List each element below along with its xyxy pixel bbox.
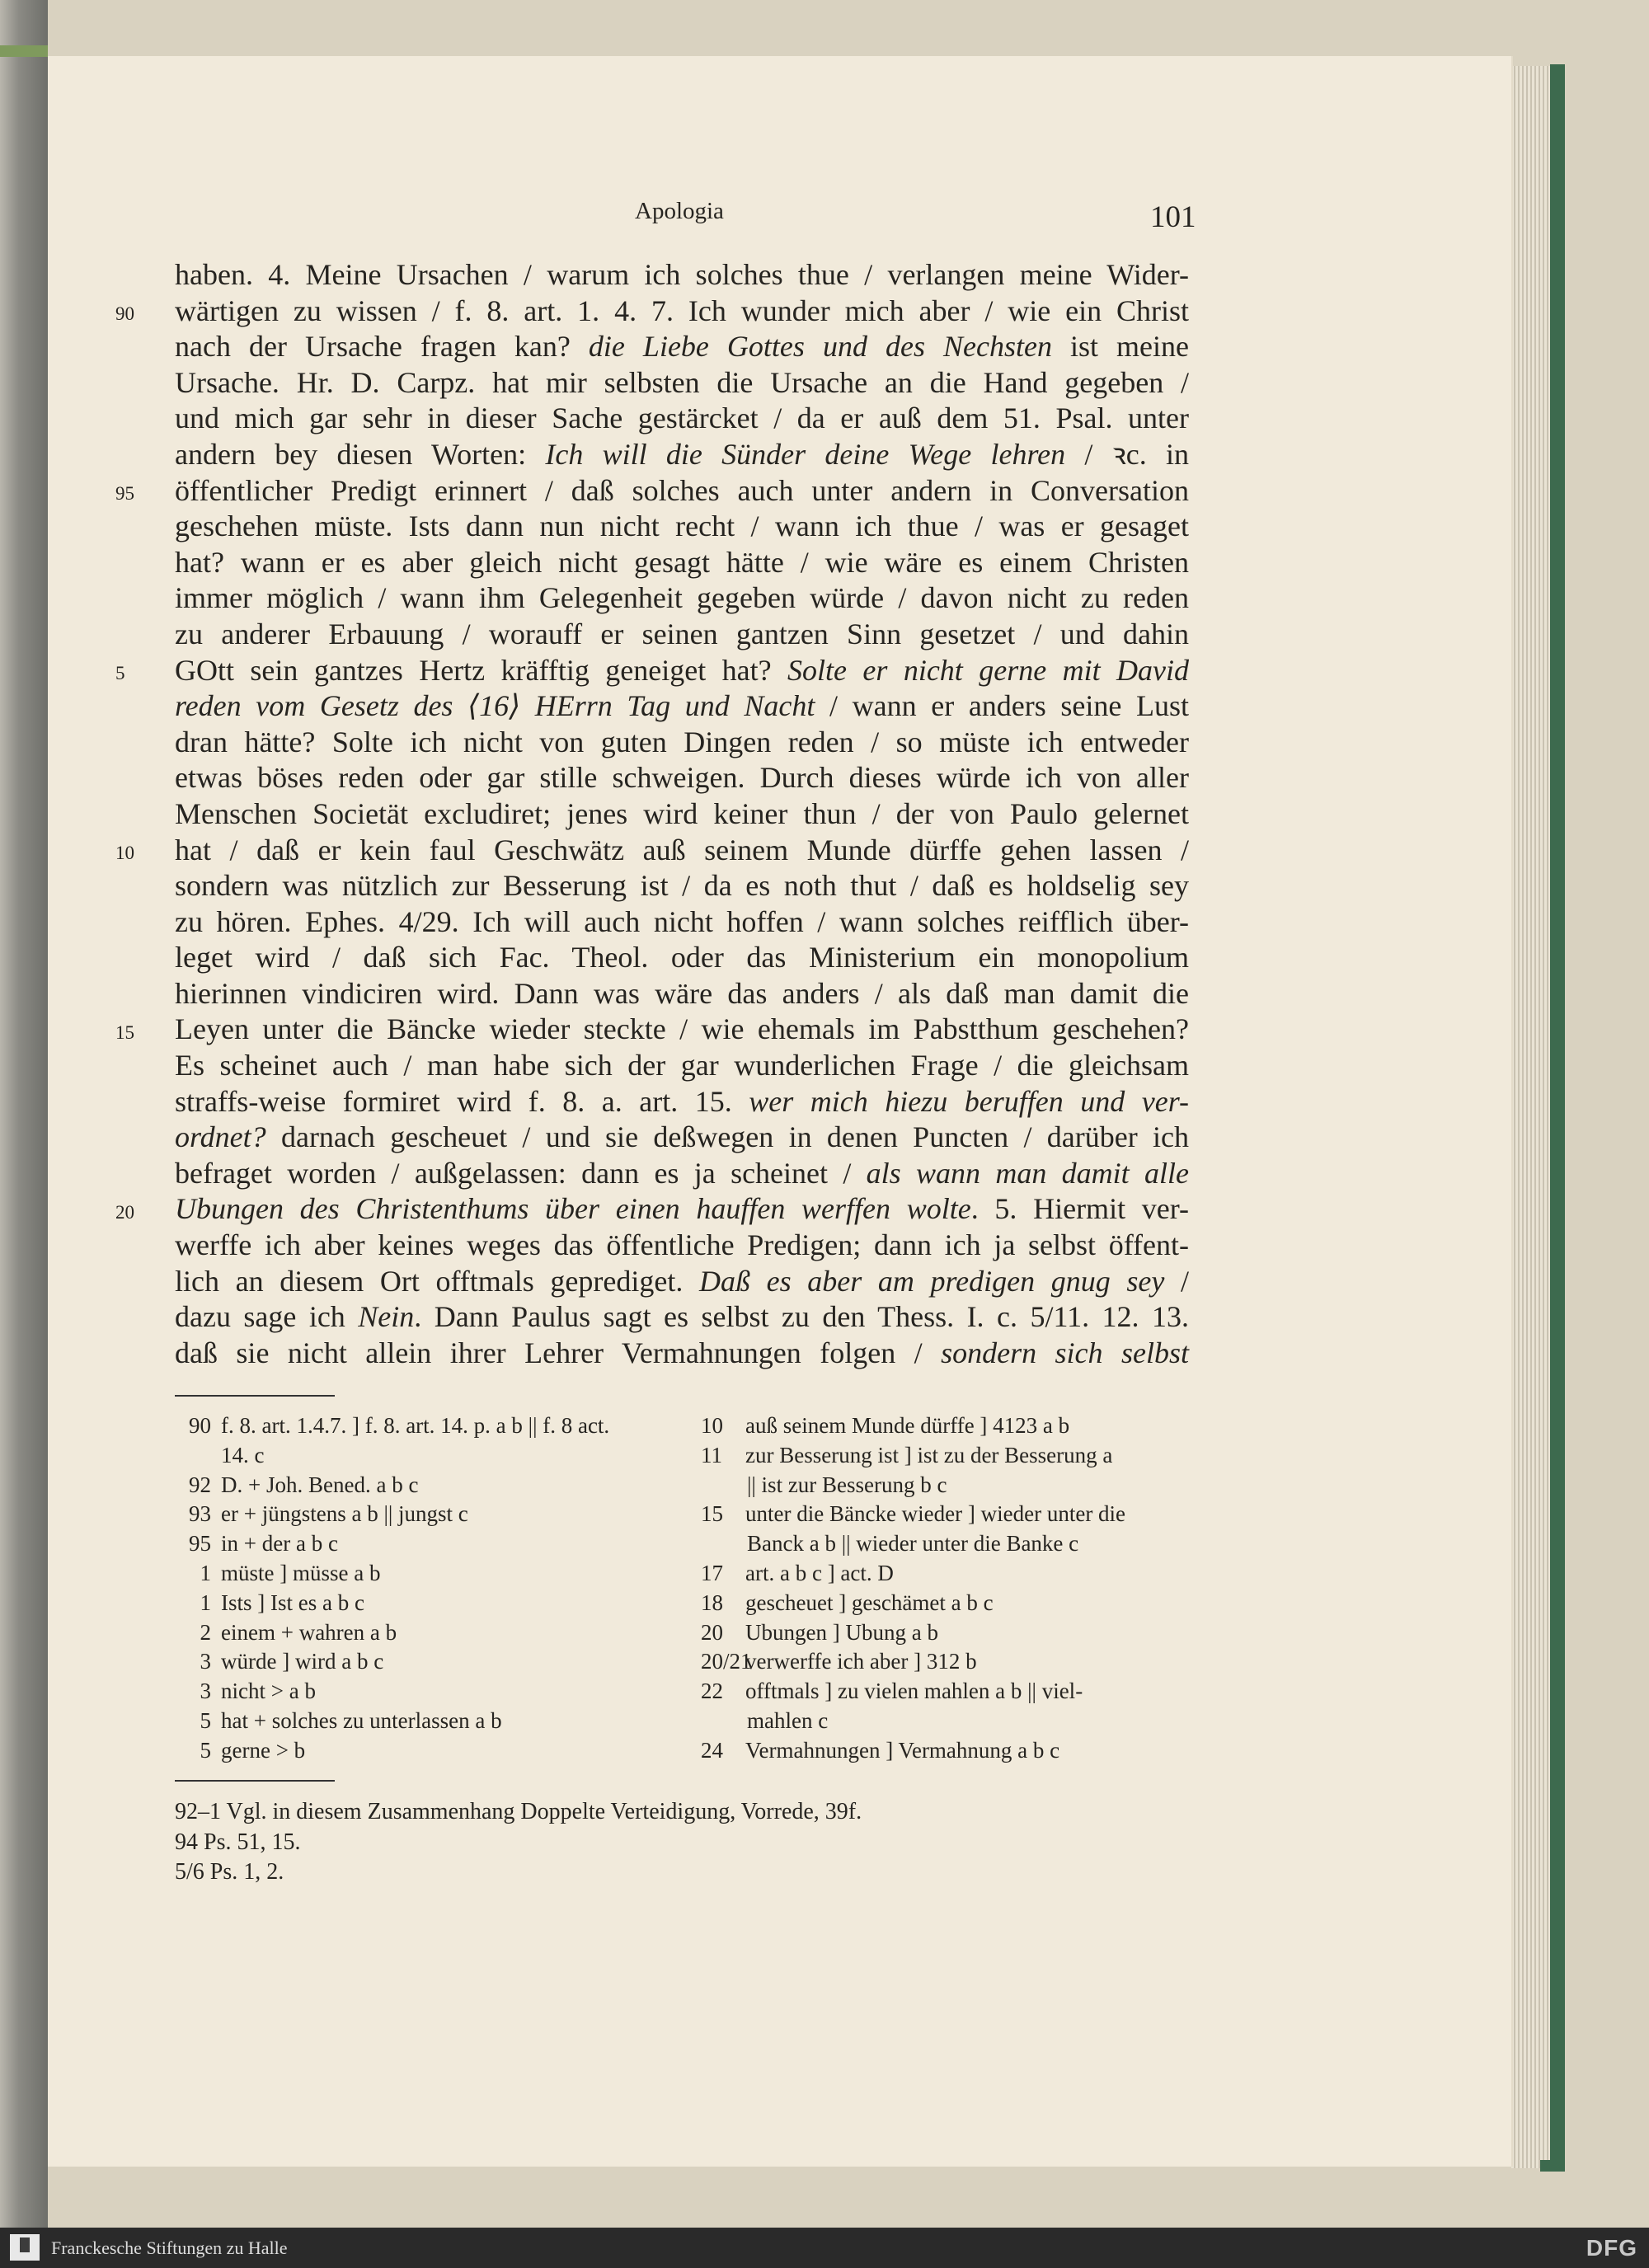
text-span: leget wird / daß sich Fac. Theol. oder das Ministerium ein monopolium — [175, 941, 1189, 974]
text-line — [175, 437, 1189, 473]
commentary-notes — [175, 1797, 862, 1888]
apparatus-line-ref: 90 — [189, 1413, 211, 1438]
text-span: zu anderer Erbauung / worauff er seinen gantzen Sinn gesetzet / und dahin — [175, 617, 1189, 650]
apparatus-entry — [175, 1589, 666, 1618]
text-span: nach der Ursache fragen kan? — [175, 330, 589, 364]
apparatus-entry — [175, 1707, 666, 1736]
text-span: und mich gar sehr in dieser Sache gestärcket / da er auß dem 51. Psal. unter — [175, 401, 1189, 435]
text-span: haben. 4. Meine Ursachen / warum ich solches thue / verlangen meine Wider- — [175, 258, 1189, 291]
italic-span: die Liebe Gottes und des Nechsten — [588, 330, 1052, 364]
text-line — [175, 617, 1189, 653]
apparatus-line-ref: 22 — [701, 1679, 723, 1704]
institution-logo-icon — [10, 2234, 40, 2261]
text-line — [175, 904, 1189, 941]
text-line — [175, 329, 1189, 365]
text-span: immer möglich / wann ihm Gelegenheit gegeben würde / davon nicht zu reden — [175, 581, 1189, 615]
text-span: / wann er anders seine Lust — [815, 689, 1189, 723]
viewer-footer-bar — [0, 2228, 1649, 2268]
text-span: hat / daß er kein faul Geschwätz auß seinem Munde dürffe gehen lassen / — [175, 833, 1189, 866]
italic-span: sondern sich selbst — [941, 1336, 1189, 1369]
apparatus-line-ref: 93 — [189, 1501, 211, 1527]
text-line — [175, 1336, 1189, 1372]
text-line — [175, 1191, 1189, 1228]
italic-span: als wann man damit alle — [866, 1156, 1189, 1190]
apparatus-continuation: 14. c — [221, 1442, 265, 1467]
apparatus-text: müste ] müsse a b — [221, 1560, 381, 1585]
book-cover-edge — [1550, 64, 1565, 2171]
text-span: Menschen Societät excludiret; jenes wird keiner thun / der von Paulo gelernet — [175, 796, 1189, 830]
apparatus-entry — [701, 1559, 1189, 1589]
text-span: . 5. Hiermit ver- — [970, 1192, 1189, 1226]
apparatus-text: offtmals ] zu vielen mahlen a b || viel- — [745, 1679, 1083, 1704]
text-line — [175, 688, 1189, 725]
apparatus-entry — [175, 1618, 666, 1648]
text-span: sondern was nützlich zur Besserung ist / da es noth thut / daß es holdselig sey — [175, 869, 1189, 903]
apparatus-text: einem + wahren a b — [221, 1619, 397, 1645]
apparatus-text: D. + Joh. Bened. a b c — [221, 1472, 419, 1497]
text-line — [175, 796, 1189, 833]
italic-span: wer mich hiezu beruffen und ver- — [749, 1084, 1189, 1118]
apparatus-line-ref: 18 — [701, 1589, 723, 1615]
apparatus-entry — [175, 1529, 666, 1559]
italic-span: ordnet? — [175, 1120, 266, 1154]
apparatus-text: zur Besserung ist ] ist zu der Besserung a — [745, 1442, 1113, 1467]
text-line — [175, 868, 1189, 904]
text-line — [175, 1156, 1189, 1192]
text-span: . Dann Paulus sagt es selbst zu den Thess. I. c. 5/11. 12. 13. — [414, 1300, 1190, 1334]
italic-span: Solte er nicht gerne mit David — [787, 653, 1190, 687]
apparatus-line-ref: 1 — [200, 1560, 211, 1585]
line-number: 5 — [115, 662, 125, 683]
line-number: 90 — [115, 303, 134, 324]
apparatus-text: Vermahnungen ] Vermahnung a b c — [745, 1737, 1060, 1763]
text-span: andern bey diesen Worten: — [175, 437, 546, 471]
text-line — [175, 725, 1189, 761]
left-page-edge — [0, 0, 48, 2228]
apparatus-text: hat + solches zu unterlassen a b — [221, 1707, 502, 1733]
apparatus-text: Ists ] Ist es a b c — [221, 1589, 364, 1615]
text-span: befraget worden / außgelassen: dann es ja scheinet / — [175, 1156, 867, 1190]
apparatus-entry — [701, 1411, 1189, 1441]
italic-span: Daß es aber am predigen gnug sey — [698, 1264, 1165, 1298]
text-line — [175, 580, 1189, 617]
text-span: etwas böses reden oder gar stille schweigen. Durch dieses würde ich von aller — [175, 761, 1189, 795]
text-line — [175, 833, 1189, 869]
text-span: Ursache. Hr. D. Carpz. hat mir selbsten die Ursache an die Hand gegeben / — [175, 365, 1189, 399]
apparatus-entry — [175, 1677, 666, 1707]
apparatus-entry — [701, 1647, 1189, 1677]
apparatus-entry — [701, 1500, 1189, 1529]
apparatus-text: er + jüngstens a b || jungst c — [221, 1501, 468, 1527]
apparatus-continuation: || ist zur Besserung b c — [747, 1472, 947, 1497]
main-text — [175, 257, 1189, 1371]
text-line — [175, 509, 1189, 545]
note: 92–1 Vgl. in diesem Zusammenhang Doppelte Verteidigung, Vorrede, 39f. — [175, 1799, 862, 1824]
apparatus-entry — [175, 1559, 666, 1589]
apparatus-entry — [701, 1736, 1189, 1766]
apparatus-rule — [175, 1395, 335, 1397]
note: 5/6 Ps. 1, 2. — [175, 1859, 284, 1885]
text-line — [175, 760, 1189, 796]
line-number: 10 — [115, 842, 134, 863]
apparatus-entry — [701, 1589, 1189, 1618]
apparatus-line-ref: 1 — [200, 1589, 211, 1615]
italic-span: Ubungen des Christenthums über einen hauffen werffen wolte — [175, 1192, 971, 1226]
text-line — [175, 1048, 1189, 1084]
apparatus-text: art. a b c ] act. D — [745, 1560, 894, 1585]
text-line — [175, 1120, 1189, 1156]
text-span: / — [1164, 1264, 1189, 1298]
apparatus-text: auß seinem Munde dürffe ] 4123 a b — [745, 1413, 1070, 1438]
text-span: werffe ich aber keines weges das öffentliche Predigen; dann ich ja selbst öffent- — [175, 1228, 1189, 1262]
italic-span: Ich will die Sünder deine Wege lehren — [545, 437, 1066, 471]
apparatus-left-column — [175, 1411, 666, 1766]
apparatus-line-ref: 11 — [701, 1442, 722, 1467]
apparatus-text: f. 8. art. 1.4.7. ] f. 8. art. 14. p. a b || f. 8 act. — [221, 1413, 610, 1438]
notes-rule — [175, 1780, 335, 1782]
text-line — [175, 293, 1189, 330]
text-line — [175, 545, 1189, 581]
text-span: ist meine — [1051, 330, 1190, 364]
page-number: 101 — [1150, 200, 1196, 234]
apparatus-text: würde ] wird a b c — [221, 1649, 384, 1674]
line-number: 20 — [115, 1201, 134, 1223]
text-line — [175, 401, 1189, 437]
text-line — [175, 653, 1189, 689]
apparatus-continuation: mahlen c — [747, 1707, 829, 1733]
text-span: wärtigen zu wissen / f. 8. art. 1. 4. 7. Ich wunder mich aber / wie ein Christ — [175, 293, 1189, 327]
apparatus-line-ref: 20 — [701, 1619, 723, 1645]
text-line — [175, 1084, 1189, 1120]
italic-span: reden vom Gesetz des ⟨16⟩ HErrn Tag und Nacht — [175, 689, 815, 723]
apparatus-text: verwerffe ich aber ] 312 b — [745, 1649, 977, 1674]
note: 94 Ps. 51, 15. — [175, 1829, 301, 1855]
apparatus-text: unter die Bäncke wieder ] wieder unter die — [745, 1501, 1126, 1527]
apparatus-right-column — [701, 1411, 1189, 1766]
text-span: dran hätte? Solte ich nicht von guten Dingen reden / so müste ich entweder — [175, 725, 1189, 758]
text-line — [175, 940, 1189, 976]
text-span: straffs-weise formiret wird f. 8. a. art. 15. — [175, 1084, 749, 1118]
apparatus-entry — [175, 1411, 666, 1441]
book-cover-corner — [1540, 2160, 1565, 2172]
apparatus-entry — [175, 1500, 666, 1529]
text-span: Es scheinet auch / man habe sich der gar wunderlichen Frage / die gleichsam — [175, 1049, 1189, 1082]
text-line — [175, 473, 1189, 509]
apparatus-entry — [175, 1471, 666, 1500]
apparatus-text: nicht > a b — [221, 1679, 316, 1704]
line-number: 95 — [115, 482, 134, 504]
text-line — [175, 1299, 1189, 1336]
apparatus-entry — [701, 1677, 1189, 1707]
text-span: lich an diesem Ort offtmals geprediget. — [175, 1264, 699, 1298]
line-number: 15 — [115, 1021, 134, 1043]
text-span: geschehen müste. Ists dann nun nicht recht / wann ich thue / was er gesaget — [175, 509, 1189, 543]
text-span: hat? wann er es aber gleich nicht gesagt hätte / wie wäre es einem Christen — [175, 545, 1189, 579]
apparatus-line-ref: 15 — [701, 1501, 723, 1527]
text-line — [175, 1012, 1189, 1048]
apparatus-entry — [175, 1647, 666, 1677]
apparatus-line-ref: 2 — [200, 1619, 211, 1645]
dfg-logo: DFG — [1586, 2235, 1637, 2261]
apparatus-entry — [701, 1618, 1189, 1648]
apparatus-continuation: Banck a b || wieder unter die Banke c — [747, 1531, 1079, 1557]
apparatus-line-ref: 3 — [200, 1679, 211, 1704]
apparatus-text: Ubungen ] Ubung a b — [745, 1619, 938, 1645]
text-span: GOtt sein gantzes Hertz kräfftig geneiget hat? — [175, 653, 788, 687]
text-line — [175, 1228, 1189, 1264]
apparatus-entry — [701, 1441, 1189, 1471]
apparatus-line-ref: 92 — [189, 1472, 211, 1497]
apparatus-line-ref: 3 — [200, 1649, 211, 1674]
apparatus-line-ref: 24 — [701, 1737, 723, 1763]
apparatus-line-ref: 10 — [701, 1413, 723, 1438]
text-span: daß sie nicht allein ihrer Lehrer Vermahnungen folgen / — [175, 1336, 942, 1369]
apparatus-text: in + der a b c — [221, 1531, 338, 1557]
apparatus-line-ref: 17 — [701, 1560, 723, 1585]
text-span: / ꝛc. in — [1065, 437, 1189, 471]
text-line — [175, 365, 1189, 401]
apparatus-entry — [175, 1736, 666, 1766]
text-span: darnach gescheuet / und sie deßwegen in denen Puncten / darüber ich — [265, 1120, 1189, 1154]
apparatus-line-ref: 5 — [200, 1707, 211, 1733]
text-line — [175, 1264, 1189, 1300]
apparatus-text: gerne > b — [221, 1737, 306, 1763]
apparatus-text: gescheuet ] geschämet a b c — [745, 1589, 994, 1615]
text-span: dazu sage ich — [175, 1300, 359, 1334]
apparatus-line-ref: 5 — [200, 1737, 211, 1763]
provider-name: Franckesche Stiftungen zu Halle — [51, 2237, 288, 2258]
running-head: Apologia — [635, 198, 724, 224]
apparatus-line-ref: 95 — [189, 1531, 211, 1557]
text-line — [175, 976, 1189, 1012]
text-span: Leyen unter die Bäncke wieder steckte / wie ehemals im Pabstthum geschehen? — [175, 1012, 1189, 1046]
text-span: öffentlicher Predigt erinnert / daß solches auch unter andern in Conversation — [175, 473, 1189, 507]
text-span: zu hören. Ephes. 4/29. Ich will auch nicht hoffen / wann solches reifflich über- — [175, 904, 1189, 938]
apparatus-line-ref: 20/21 — [701, 1649, 752, 1674]
text-span: hierinnen vindiciren wird. Dann was wäre das anders / als daß man damit die — [175, 976, 1189, 1010]
text-line — [175, 257, 1189, 293]
italic-span: Nein — [358, 1300, 415, 1334]
